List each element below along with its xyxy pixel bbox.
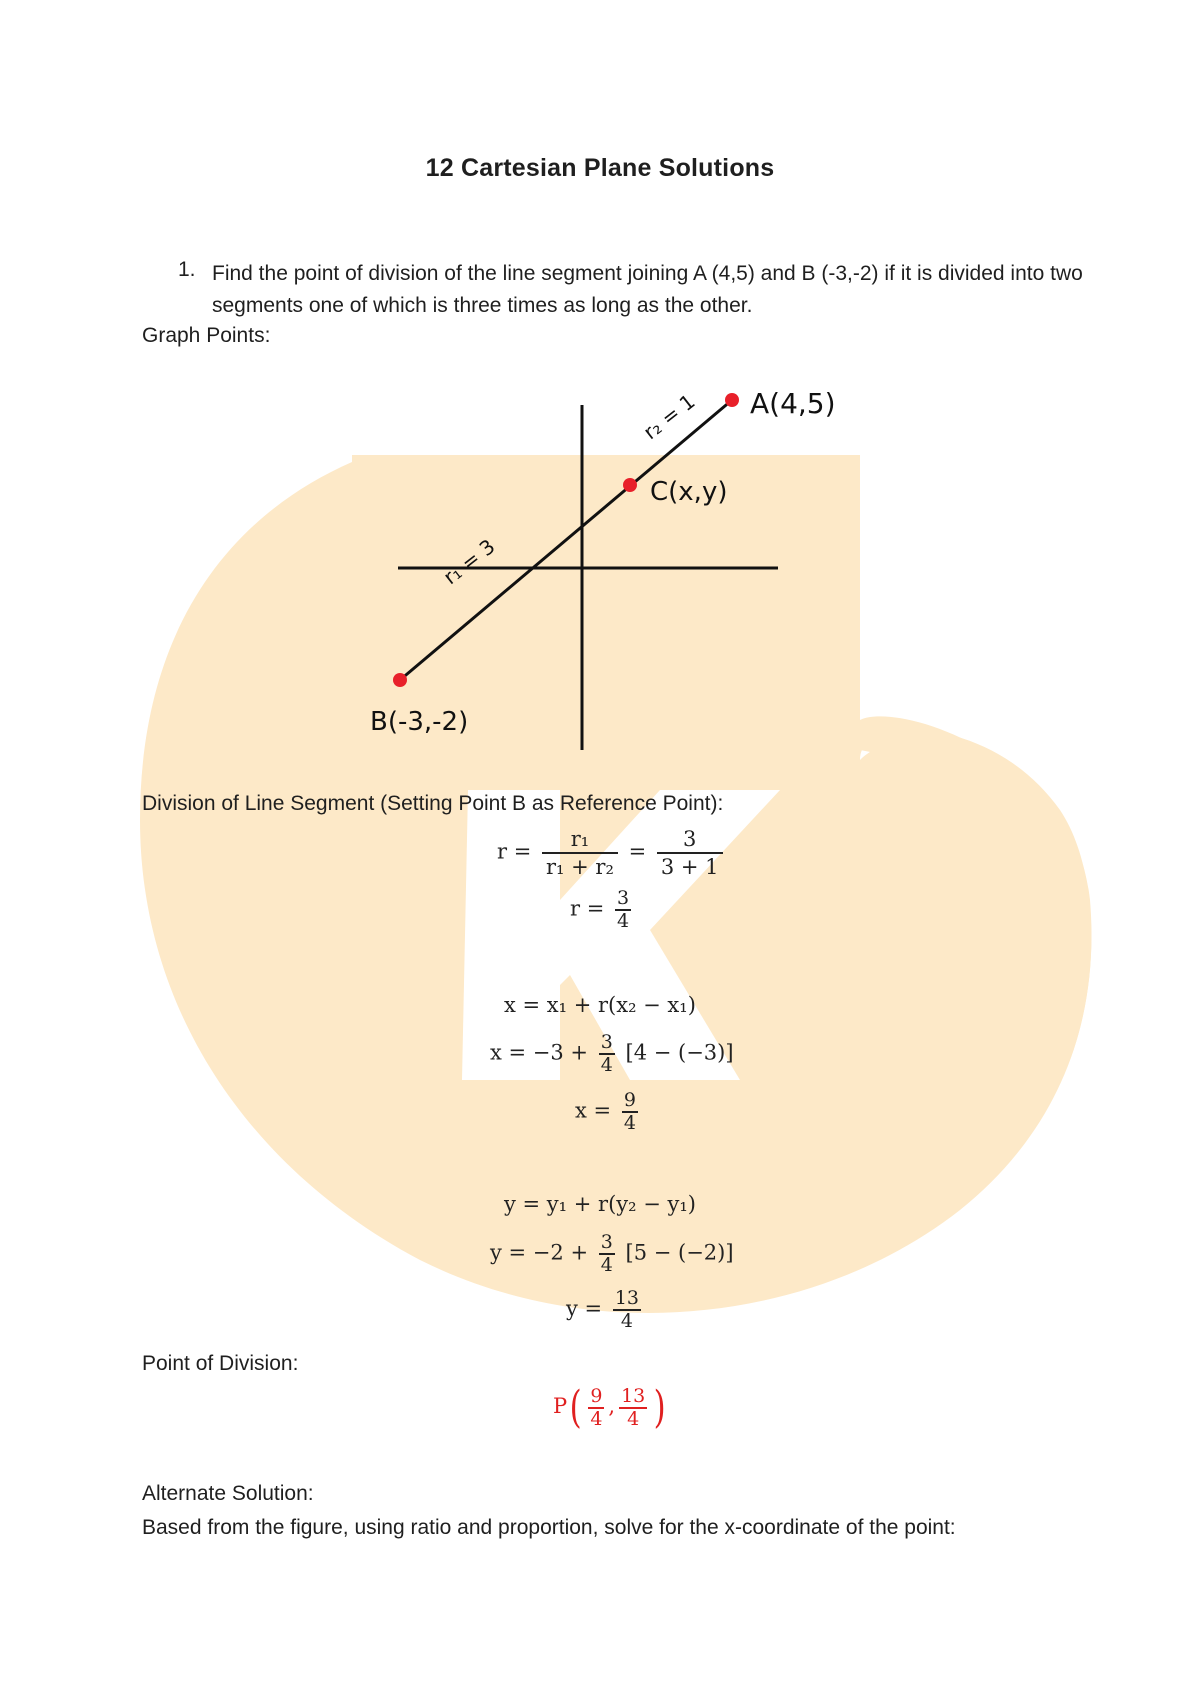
answer-y-fraction [619, 1386, 647, 1430]
fraction-denominator: 4 [600, 1254, 613, 1276]
answer-close-paren: ) [653, 1382, 666, 1433]
equation-y-result [566, 1288, 645, 1332]
equation-ratio-lhs: r = [497, 839, 532, 864]
fraction-numerator: 13 [621, 1384, 646, 1407]
equation-lhs: r = [570, 896, 605, 921]
equation-x-result [575, 1090, 642, 1134]
fraction-denominator: 4 [620, 1310, 633, 1332]
fraction-y-result [613, 1288, 641, 1332]
fraction-numerator: 9 [590, 1384, 603, 1407]
equals-sign: = [628, 839, 647, 864]
alternate-solution-label: Alternate Solution: [142, 1482, 314, 1505]
equation-ratio [497, 826, 727, 880]
question-number: 1. [178, 258, 196, 281]
point-of-division-label: Point of Division: [142, 1352, 299, 1375]
answer-prefix: P [553, 1394, 568, 1418]
line-segment-ab [400, 400, 732, 680]
fraction-numerator: 9 [623, 1089, 636, 1111]
equation-y-substitution [490, 1232, 734, 1276]
fraction-denominator: 4 [623, 1112, 636, 1134]
fraction-x-result [622, 1090, 638, 1134]
equation-y-formula: y = y₁ + r(y₂ − y₁) [504, 1192, 696, 1216]
fraction-numerator: 3 [600, 1231, 613, 1253]
point-b-label: B(-3,-2) [370, 707, 469, 737]
fraction-r-result [615, 888, 631, 932]
point-c-label: C(x,y) [650, 477, 728, 507]
point-c [623, 478, 637, 492]
fraction-numerator: 3 [657, 826, 723, 854]
fraction-r-formula [542, 826, 618, 880]
equation-lhs: y = [566, 1296, 603, 1321]
point-a [725, 393, 739, 407]
point-a-label: A(4,5) [750, 387, 836, 420]
r2-label: r₂ = 1 [638, 389, 700, 445]
question-text: Find the point of division of the line segment joining A (4,5) and B (-3,-2) if it is divided into two segments one of which is three times as long as the other. [212, 262, 1083, 317]
answer-x-fraction [588, 1386, 604, 1430]
answer-separator: , [608, 1394, 616, 1418]
equation-rhs: [5 − (−2)] [625, 1240, 734, 1265]
point-b [393, 673, 407, 687]
fraction-numerator: 3 [600, 1031, 613, 1053]
answer-open-paren: ( [569, 1382, 582, 1433]
alternate-solution-description: Based from the figure, using ratio and proportion, solve for the x-coordinate of the point: [142, 1516, 956, 1539]
fraction-denominator: 4 [590, 1407, 603, 1430]
graph-points-label: Graph Points: [142, 324, 271, 347]
division-label: Division of Line Segment (Setting Point B as Reference Point): [142, 792, 724, 815]
fraction-denominator: 4 [617, 910, 630, 932]
equation-x-substitution [490, 1032, 734, 1076]
fraction-denominator: 3 + 1 [660, 855, 719, 879]
r1-label: r₁ = 3 [438, 534, 500, 590]
fraction-denominator: r₁ + r₂ [546, 855, 614, 879]
page-title: 12 Cartesian Plane Solutions [425, 154, 775, 182]
equation-lhs: x = −3 + [490, 1040, 589, 1065]
fraction-numerator: 13 [614, 1287, 640, 1309]
fraction-r-values [657, 826, 723, 880]
fraction-y-ratio [599, 1232, 615, 1276]
fraction-denominator: 4 [600, 1054, 613, 1076]
answer-point [553, 1382, 668, 1433]
fraction-x-ratio [599, 1032, 615, 1076]
graph-figure [350, 385, 890, 765]
fraction-numerator: 3 [617, 887, 630, 909]
equation-x-formula: x = x₁ + r(x₂ − x₁) [504, 993, 696, 1017]
fraction-denominator: 4 [627, 1407, 640, 1430]
equation-lhs: x = [575, 1098, 612, 1123]
equation-lhs: y = −2 + [490, 1240, 589, 1265]
equation-rhs: [4 − (−3)] [625, 1040, 734, 1065]
fraction-numerator: r₁ [542, 826, 618, 854]
equation-ratio-result [570, 888, 635, 932]
